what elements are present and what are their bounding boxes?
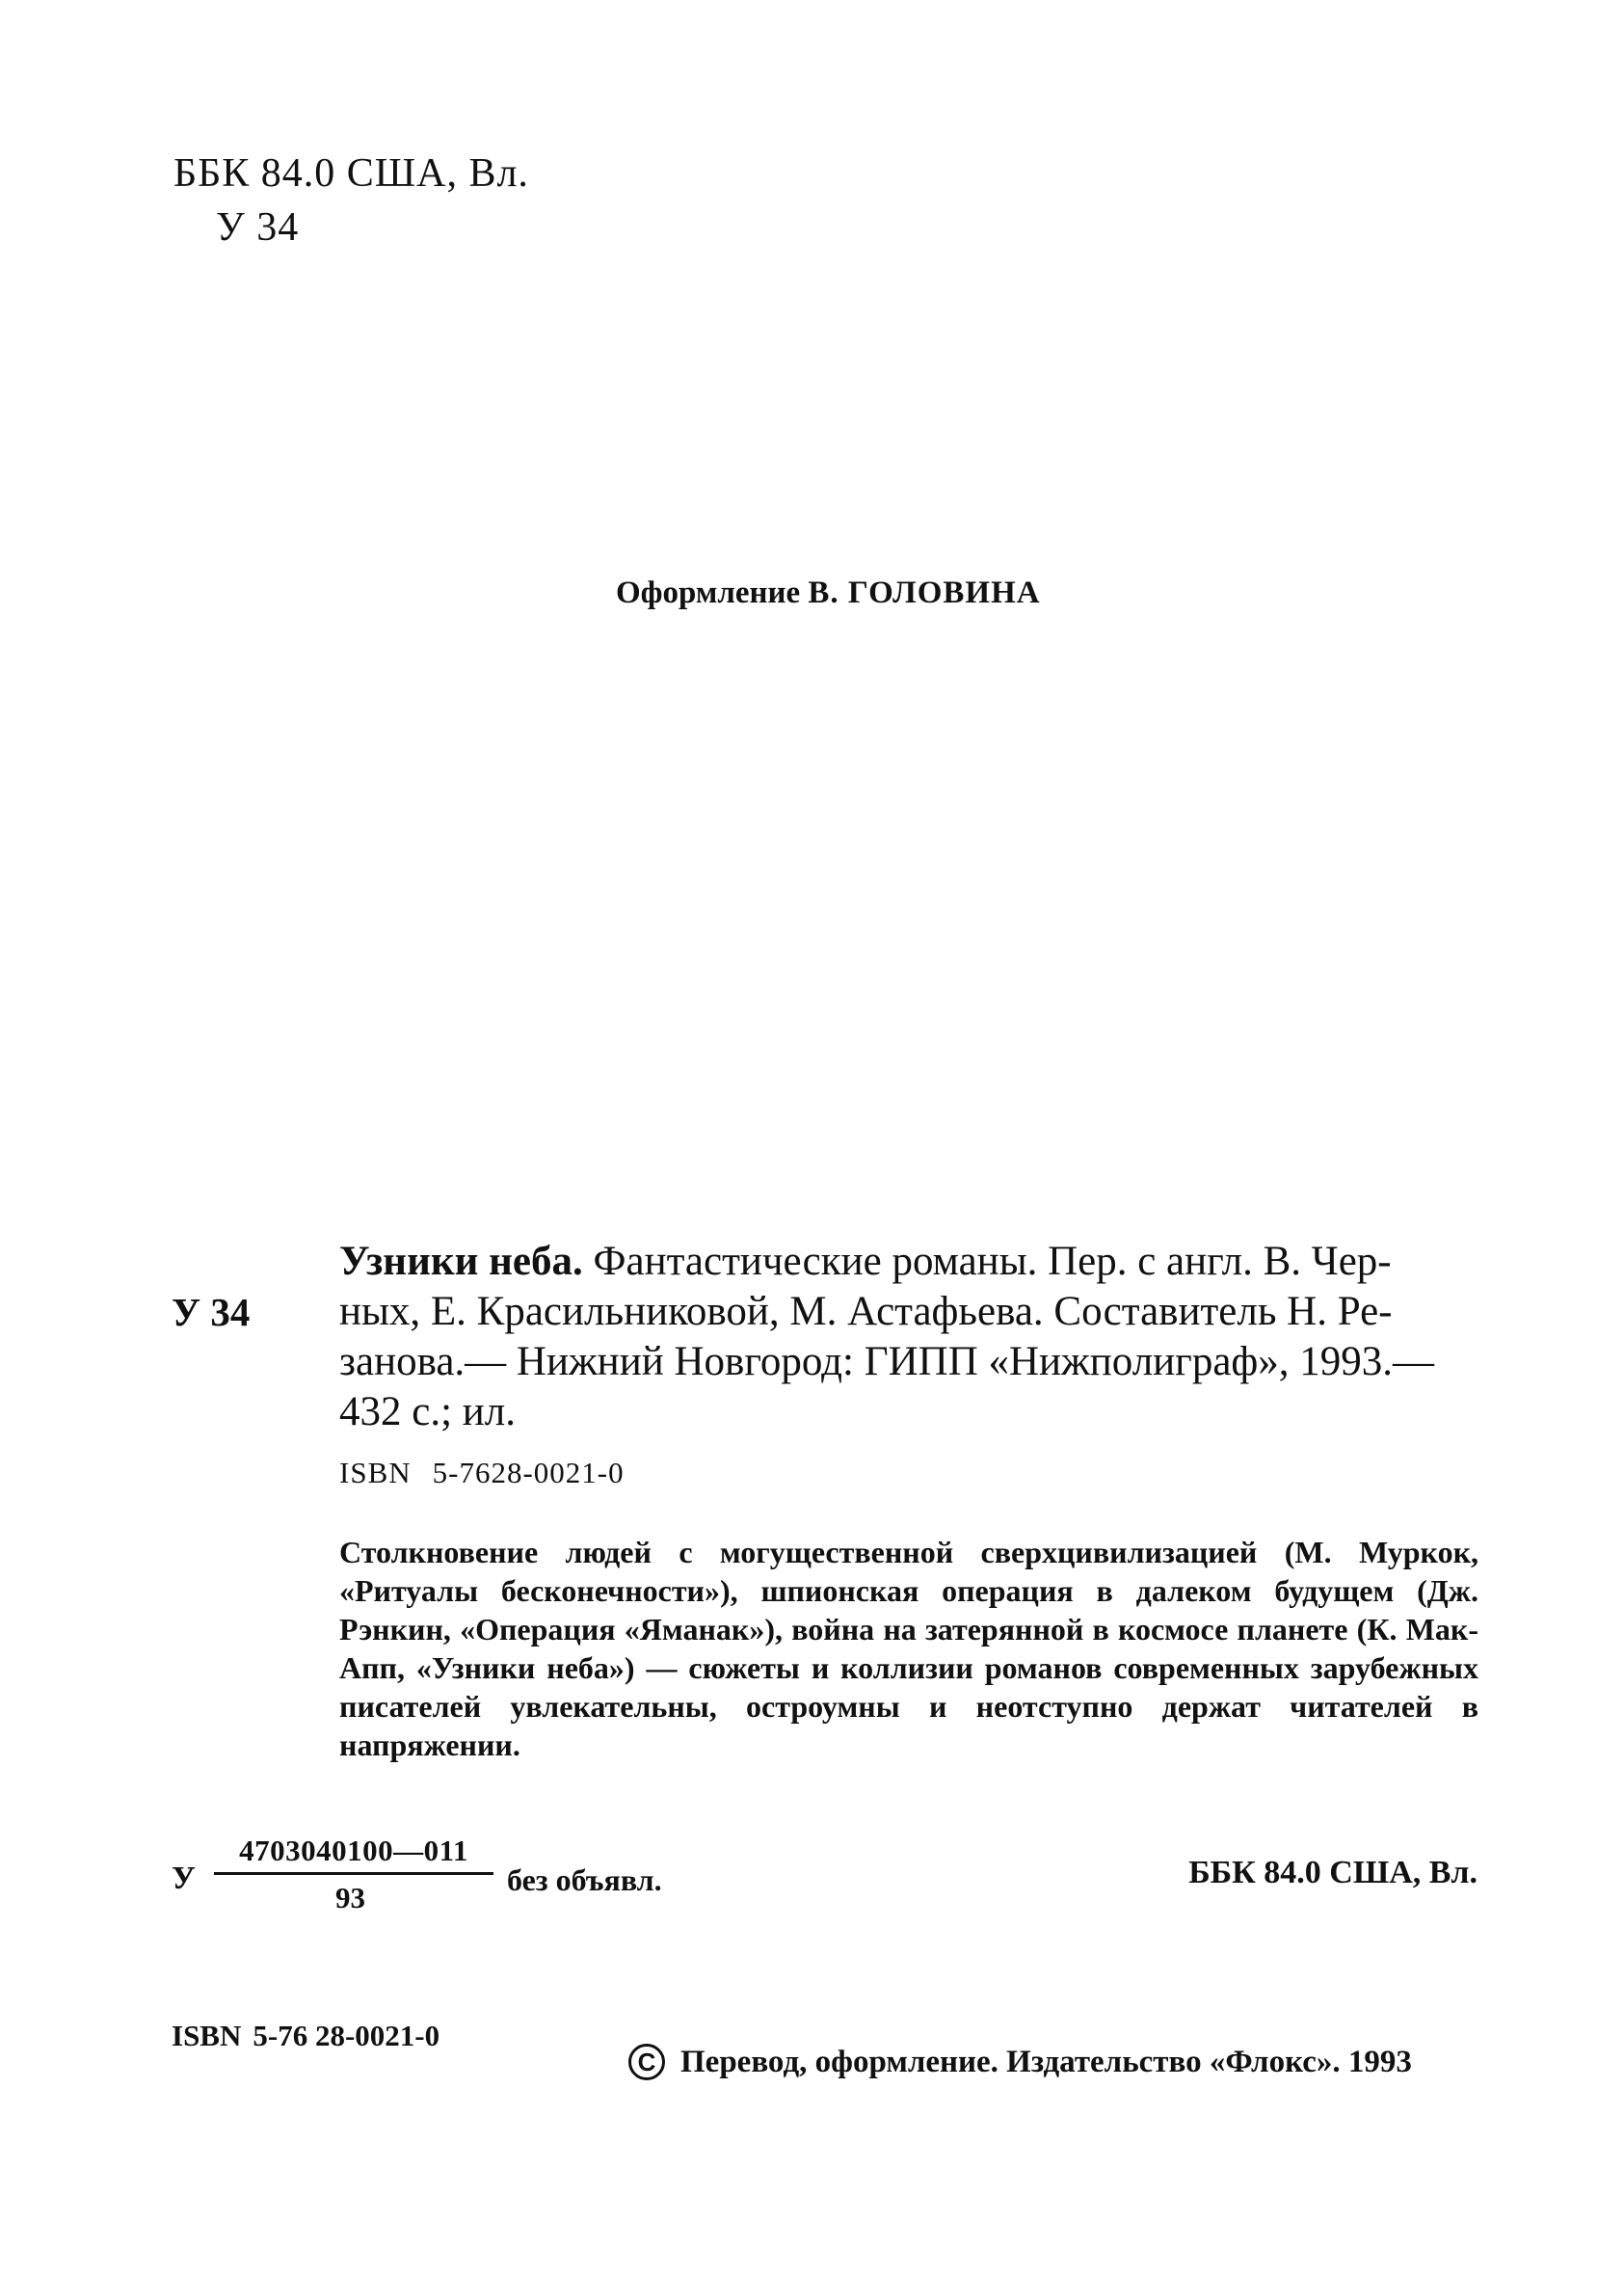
footer-isbn [172, 2019, 439, 2053]
isbn-line [339, 1456, 625, 1490]
annotation: Столкновение людей с могущественной сверхцивилизацией (М. Муркок, «Ритуалы бесконечности»), шпионская операция в далеком будущем (Дж. Рэнкин, «Операция «Яманак»), война на затерянной в космосе планете (К. Мак-Апп, «Узники неба») — сюжеты и коллизии романов современных зарубежных писателей увлекательны, остроумны и неотступно держат читателей в напряжении. [339, 1535, 1478, 1762]
entry-line-1-text: Фантастические романы. Пер. с англ. В. Чер- [593, 1239, 1392, 1284]
entry-line-1 [339, 1237, 1477, 1287]
copyright-text: Перевод, оформление. Издательство «Флокс». 1993 [680, 2044, 1412, 2079]
index-bbk: ББК 84.0 США, Вл. [1188, 1855, 1478, 1890]
entry-line-2: ных, Е. Красильниковой, М. Астафьева. Составитель Н. Ре- [339, 1289, 1393, 1334]
bbk-label: ББК 84.0 США, Вл. [173, 151, 529, 196]
index-denominator: 93 [335, 1881, 365, 1915]
author-mark: У 34 [216, 205, 300, 250]
price-note: без объявл. [507, 1862, 662, 1897]
bibliographic-entry [339, 1237, 1477, 1437]
index-numerator: 4703040100—011 [214, 1834, 493, 1875]
entry-line-4: 432 с.; ил. [339, 1389, 517, 1434]
isbn-number: 5-7628-0021-0 [432, 1456, 625, 1489]
entry-call-number: У 34 [172, 1290, 251, 1334]
designer-name: В. ГОЛОВИНА [808, 576, 1041, 610]
book-title: Узники неба. [339, 1239, 583, 1284]
footer-isbn-label: ISBN [172, 2019, 242, 2052]
design-credit [616, 576, 1041, 611]
design-label: Оформление [616, 576, 801, 610]
index-letter: У [172, 1861, 196, 1896]
footer-isbn-number: 5-76 28-0021-0 [253, 2019, 440, 2052]
isbn-label: ISBN [339, 1456, 412, 1489]
copyright-line [628, 2044, 1412, 2080]
index-fraction [214, 1834, 493, 1915]
entry-line-3: занова.— Нижний Новгород: ГИПП «Нижполиграф», 1993.— [339, 1339, 1435, 1384]
copyright-icon: C [628, 2044, 665, 2080]
top-classification [173, 147, 529, 254]
